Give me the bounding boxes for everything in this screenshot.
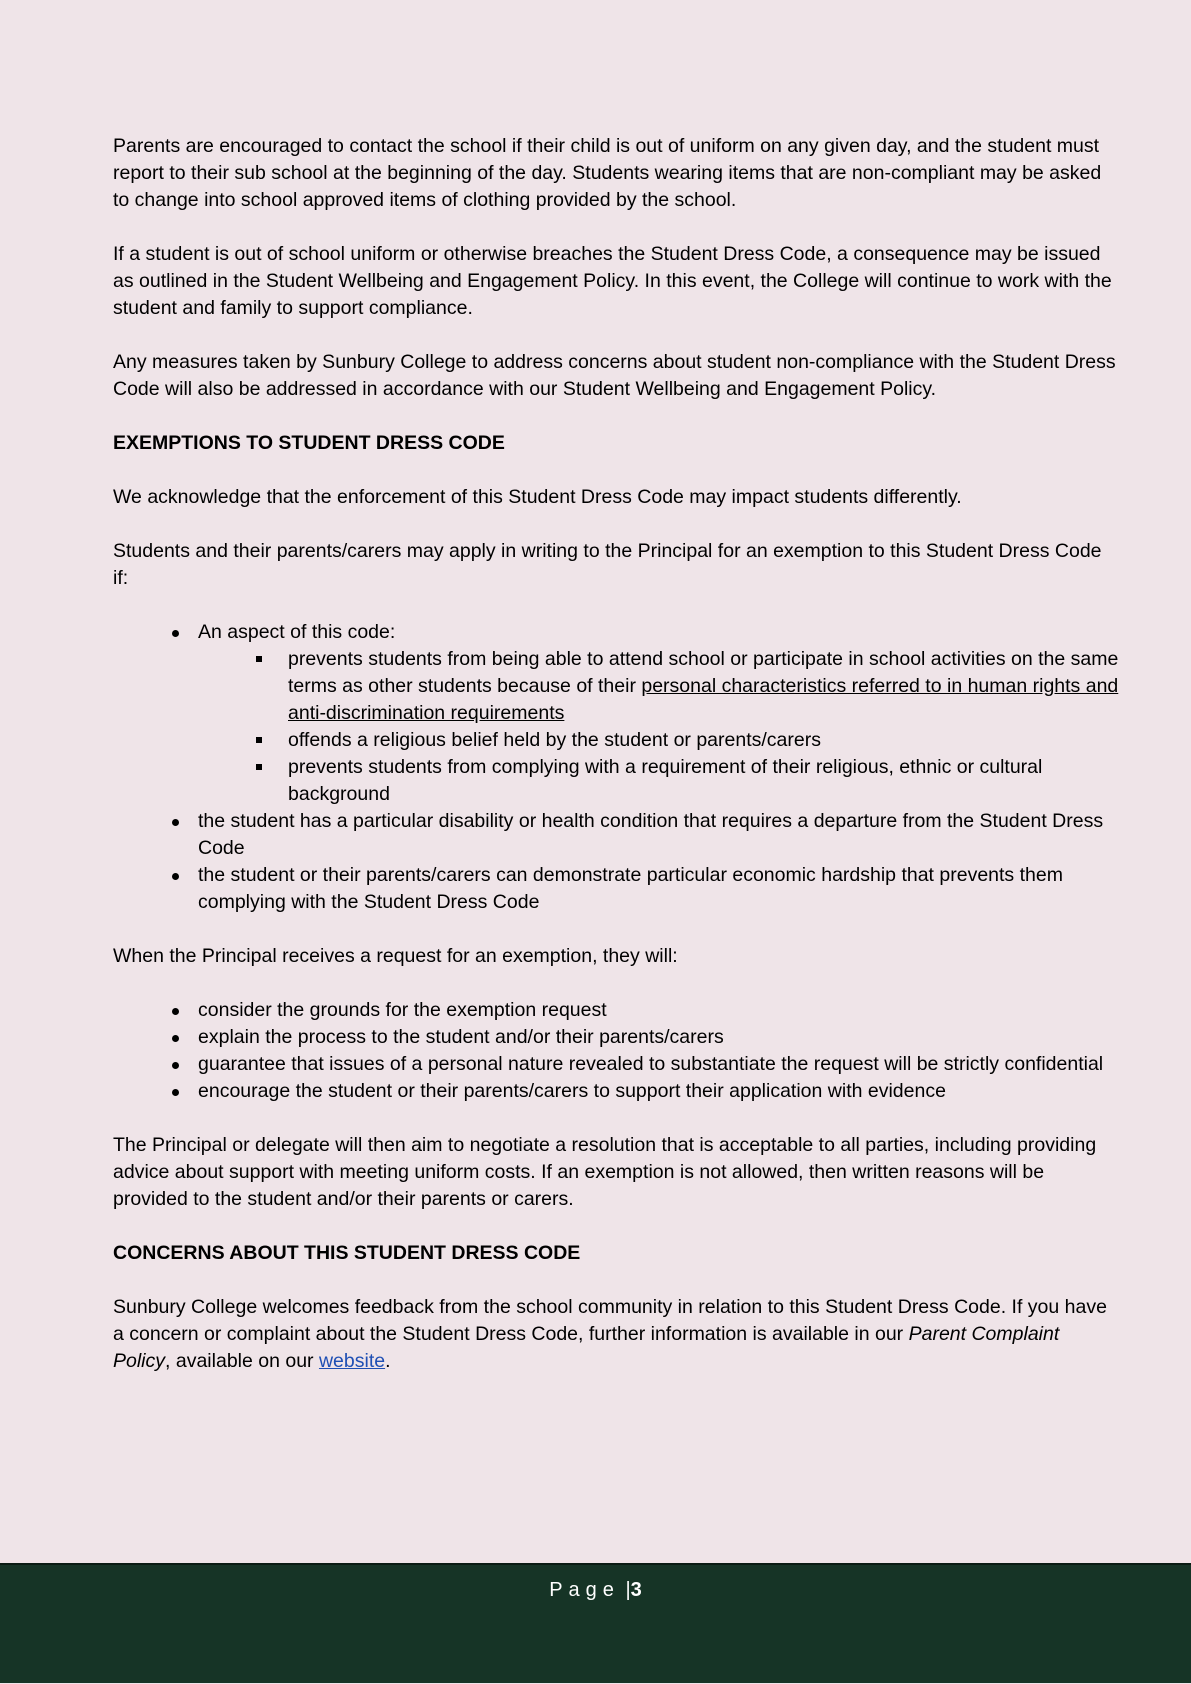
concerns-text-middle: , available on our [165,1350,319,1372]
principal-actions-list [113,997,1121,1105]
page-indicator [0,1577,1191,1603]
page-number: 3 [630,1579,642,1601]
list-item: guarantee that issues of a personal nature revealed to substantiate the request will be strictly confidential [113,1051,1121,1078]
concerns-heading: CONCERNS ABOUT THIS STUDENT DRESS CODE [113,1242,581,1264]
page-label: Page [549,1579,620,1601]
exemption-grounds-list [113,619,1121,916]
principal-request-intro: When the Principal receives a request for an exemption, they will: [113,945,678,967]
breach-consequence-paragraph: If a student is out of school uniform or otherwise breaches the Student Dress Code, a consequence may be issued as outlined in the Student Wellbeing and Engagement Policy. In this event, the College will continue to work with the student and family to support compliance. [113,243,1112,319]
non-compliance-measures-paragraph: Any measures taken by Sunbury College to address concerns about student non-compliance with the Student Dress Code will also be addressed in accordance with our Student Wellbeing and Engagement Policy. [113,351,1116,400]
list-item: the student has a particular disability or health condition that requires a departure from the Student Dress Code [113,808,1121,862]
list-item: encourage the student or their parents/carers to support their application with evidence [113,1078,1121,1105]
exemptions-acknowledgement: We acknowledge that the enforcement of this Student Dress Code may impact students differently. [113,486,962,508]
list-item: prevents students from complying with a requirement of their religious, ethnic or cultural background [198,754,1121,808]
sub-item-text: prevents students from being able to attend school or participate in school activities on the same terms as other students because of their [288,648,1119,697]
uniform-contact-paragraph: Parents are encouraged to contact the school if their child is out of uniform on any given day, and the student must report to their sub school at the beginning of the day. Students wearing items that are non-compliant may be asked to change into school approved items of clothing provided by the school. [113,135,1102,211]
page-footer [0,1563,1191,1683]
concerns-text: Sunbury College welcomes feedback from the school community in relation to this Student Dress Code. If you have a concern or complaint about the Student Dress Code, further information is available in our [113,1296,1107,1345]
exemptions-application-intro: Students and their parents/carers may apply in writing to the Principal for an exemption to this Student Dress Code if: [113,540,1102,589]
policy-name: Parent Complaint Policy [113,1323,1060,1372]
concerns-text-end: . [385,1350,391,1372]
exemptions-heading: EXEMPTIONS TO STUDENT DRESS CODE [113,432,505,454]
personal-characteristics-link[interactable]: personal characteristics referred to in human rights and anti-discrimination requirements [288,675,1119,724]
document-body [113,133,1121,1402]
resolution-paragraph: The Principal or delegate will then aim to negotiate a resolution that is acceptable to all parties, including providing advice about support with meeting uniform costs. If an exemption is not allowed, then written reasons will be provided to the student and/or their parents or carers. [113,1134,1097,1210]
list-item: explain the process to the student and/or their parents/carers [113,1024,1121,1051]
page-separator: | [625,1579,631,1601]
aspect-label: An aspect of this code: [198,621,396,643]
list-item: the student or their parents/carers can demonstrate particular economic hardship that prevents them complying with the Student Dress Code [113,862,1121,916]
list-item [198,646,1121,727]
aspect-sub-list [198,646,1121,808]
concerns-paragraph [113,1294,1121,1375]
list-item: offends a religious belief held by the student or parents/carers [198,727,1121,754]
website-link[interactable]: website [318,1350,386,1372]
list-item: consider the grounds for the exemption request [113,997,1121,1024]
list-item [113,619,1121,808]
